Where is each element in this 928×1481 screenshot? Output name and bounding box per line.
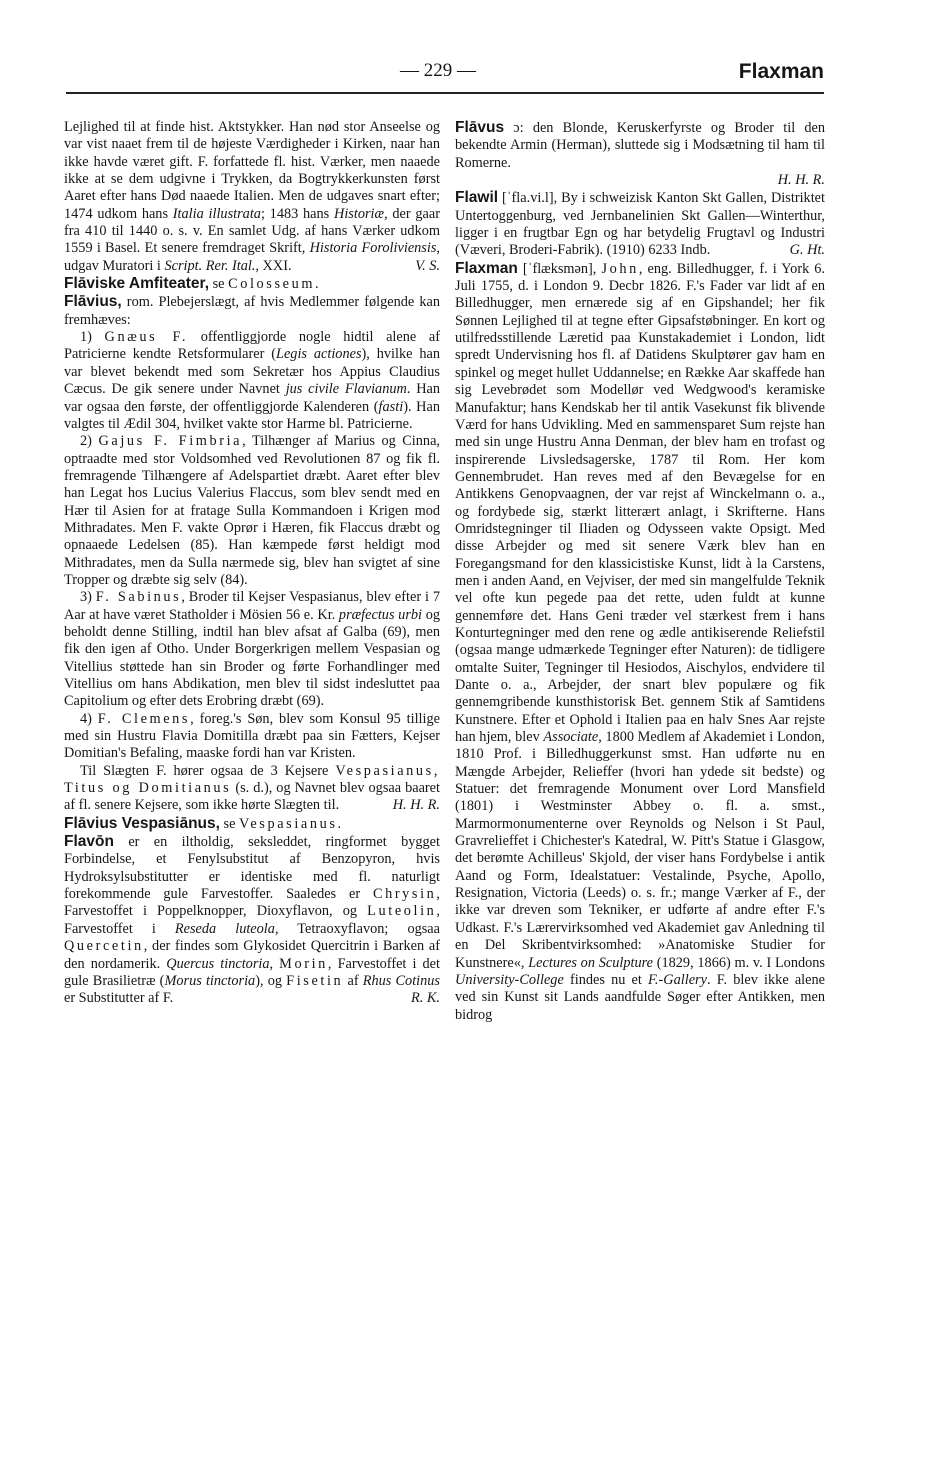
headword: Flāviske Amfiteater, — [64, 275, 210, 293]
subentry-5: Til Slægten F. hører ogsaa de 3 Kejsere Vespasianus, Titus og Domitianus (s. d.), og Navnet blev ogsaa baaret af fl. senere Kejsere, som ikke hørte Slægten til. H. H. R. — [64, 762, 440, 814]
headword: Flaxman — [455, 259, 518, 277]
left-column — [64, 119, 440, 1008]
subentry-3: 3) F. Sabinus, Broder til Kejser Vespasianus, blev efter i 7 Aar at have været Statholder i Mösien 56 e. Kr. præfectus urbi og beholdt denne Stilling, indtil han blev afsat af Galba (69), men fik den igen af Otho. Under Borgerkrigen mellem Vespasian og Vitellius støttede han sin Broder og førte Forhandlinger med Vitellius om hans Abdikation, men blev til sidst indesluttet paa Capitolium og efter dets Erobring dræbt (69). — [64, 589, 441, 710]
page-number: — 229 — — [400, 60, 476, 81]
author-signature: R. K. — [411, 990, 440, 1007]
entry-flawil: Flawil [ˈfla.vi.l], By i schweizisk Kanton Skt Gallen, Distriktet Untertoggenburg, ved Jernbanelinien Skt Gallen—Winterthur, ligger i en frugtbar Egn og har betydelig Frugtavl og Industri (Væveri, Broderi-Fabrik). (1910) 6233 Indb. G. Ht. — [455, 189, 825, 259]
header-rule — [66, 92, 824, 94]
headword: Flawil — [455, 189, 499, 207]
entry-flavius: Flāvius, rom. Plebejerslægt, af hvis Medlemmer følgende kan fremhæves: — [64, 293, 440, 328]
subentry-1: 1) Gnæus F. offentliggjorde nogle hidtil alene af Patricierne kendte Retsformularer (Legis actiones), hvilke han var blevet bekendt med som Sekretær hos Appius Claudius Cæcus. De gik senere under Navnet jus civile Flavianum. Han var ogsaa den første, der offentliggjorde Kalenderen (fasti). Han valgtes til Ædil 304, hvilket vakte stor Harme bl. Patricierne. — [64, 329, 441, 432]
headword: Flāvius, — [64, 293, 122, 311]
entry-continuation: Lejlighed til at finde hist. Aktstykker. Han nød stor Anseelse og var vist naaet frem til de højeste Værdigheder i Kirken, naar han ikke havde været gift. F. forfattede fl. hist. Værker, men naaede ikke at se dem udgivne i Trykken, da Bogtrykkerkunsten først Aaret efter hans Død naaede Italien. Men de udgaves snart efter; 1474 udkom hans Italia illustrata; 1483 hans Historiæ, der gaar fra 410 til 1440 o. s. v. En samlet Udg. af hans Værker udkom 1559 i Basel. Et senere fremdraget Skrift, Historia Foroliviensis, udgav Muratori i Script. Rer. Ital., XXI. V. S. — [64, 119, 440, 274]
author-signature: G. Ht. — [789, 242, 825, 259]
entry-flavius-vespasianus: Flāvius Vespasiānus, se Vespasianus. — [64, 814, 342, 832]
entry-flaxman: Flaxman [ˈflæksmən], John, eng. Billedhugger, f. i York 6. Juli 1755, d. i London 9. Decbr 1826. F.'s Fader var lidt af en Billedhugger, men ernærede sig af en Gipshandel; her fik Sønnen Lejlighed til at tegne efter Gipsafstøbninger. En kort og utilfredsstillende Læretid paa Kunstakademiet i London, lidt spredt Undervisning hos fl. af Datidens Skulptører gav ham en spinkel og meget hullet Uddannelse; en Række Aar skaffede han sig Levebrødet som Modellør ved Wedgwood's keramiske Manufaktur; hans Kendskab her til antik Vasekunst fik blivende Værd for hans Udvikling. Med en sammensparet Sum rejste han med sin unge Hustru Anna Denman, der blev ham en trofast og inspirerende Livsledsagerske, 1787 til Rom. Her kom Gennembrudet. Han reves med af den Bevægelse for en Antikkens Genopvaagnen, der var rejst af Winckelmann o. a., og fordybede sig, stærkt litterært anlagt, i Skrifterne. Hans Omridstegninger til Iliaden og Odysseen vakte Opsigt. Med disse Arbejder og med sit senere Værk blev han en Foregangsmand for den klassicistiske Kunst, lidt à la Carstens, men i anden Aand, en Vejviser, der med sin mangelfulde Teknik vel ofte kun pegede paa det rette, uden fuldt at kunne gennemføre det. Hans Geni træder vel stærkest frem i hans Konturtegninger med den rene og ædle antikiserende Reliefstil (ogsaa mange udmærkede Tegninger efter Naturen): de tidligere omtalte Suiter, Tegninger til Hesiodos, Aischylos, endvidere til Dante o. a., Arbejder, der snart blev populære og fik gennemgribende kunsthistorisk Bet. gennem Stik af Samtidens Kunstnere. Efter et Ophold i Italien paa en halv Snes Aar rejste han hjem, blev Associate, 1800 Medlem af Akademiet i London, 1810 Prof. i Billedhuggerkunst smst. Han udførte nu en Mængde Arbejder, Relieffer (hvori han ydede sit bedste) og Statuer: det fremragende Monument over Lord Mansfield (1801) i Westminster Abbey o. fl. a. smst., Marmormonumenterne over Reynolds og Nelson i St Paul, Gravrelieffet i Chichester's Katedral, W. Pitt's Statue i Glasgow, det berømte Achilleus' Skjold, der viser hans Fordybelse i antik Aand og Form, Idealstatuer: Vestalinde, Psyche, Apollo, Resignation, Victoria (Leeds) o. s. fr.; mange Værker af F., der ikke var dreven som Tekniker, er udførte af andre efter F.'s Udkast. F.'s Lærervirksomhed ved Akademiet gav Anledning til en Del Skribentvirksomhed: »Anatomiske Studier for Kunstnere«, Lectures on Sculpture (1829, 1866) m. v. I Londons University-College findes nu et F.-Gallery. F. blev ikke alene ved sin Kunst sit Lands aandfulde Søger efter Antikken, men bidrog — [455, 259, 825, 1023]
page-header — [64, 60, 824, 90]
author-signature: V. S. — [415, 257, 440, 274]
author-signature: H. H. R. — [392, 797, 440, 814]
entry-flavus: Flāvus ɔ: den Blonde, Keruskerfyrste og Broder til den bekendte Armin (Herman), sluttede sig i Modsætning til ham til Romerne. — [455, 119, 825, 171]
entry-flaviske-amfiteater: Flāviske Amfiteater, se Colosseum. — [64, 275, 319, 293]
headword: Flavōn — [64, 833, 114, 851]
subentry-2: 2) Gajus F. Fimbria, Tilhænger af Marius og Cinna, optraadte med stor Voldsomhed ved Revolutionen 87 og fik fl. fremragende Tilhængere af Adelspartiet dræbt. Aaret efter blev han Legat hos Lucius Valerius Flaccus, som blev sendt med en Hær til Asien for at fratage Sulla Kommandoen i Krigen mod Mithradates. Men F. vakte Oprør i Hæren, fik Flaccus dræbt og opnaaede Ledelsen (85). Han kæmpede først heldigt mod Mithradates, men da Sulla nærmede sig, blev han svigtet af sine Tropper og dræbte sig selv (84). — [64, 433, 440, 588]
headword: Flāvus — [455, 119, 505, 136]
author-signature: H. H. R. — [777, 172, 825, 189]
entry-flavon: Flavōn er en iltholdig, seksleddet, ringformet bygget Forbindelse, et Fenylsubstitut af Benzopyron, hvis Hydroksylsubstitutter er identiske med fl. naturligt forekommende gule Farvestoffer. Saaledes er Chrysin, Farvestoffet i Poppelknopper, Dioxyflavon, og Luteolin, Farvestoffet i Reseda luteola, Tetraoxyflavon; ogsaa Quercetin, der findes som Glykosidet Quercitrin i Barken af den nordamerik. Quercus tinctoria, Morin, Farvestoffet i det gule Brasilietræ (Morus tinctoria), og Fisetin af Rhus Cotinus er Substitutter af F. R. K. — [64, 833, 440, 1007]
cross-reference: Vespasianus — [239, 815, 338, 832]
headword: Flāvius Vespasiānus, — [64, 814, 220, 832]
right-column — [455, 119, 825, 1024]
cross-reference: Colosseum — [228, 276, 316, 293]
subentry-4: 4) F. Clemens, foreg.'s Søn, blev som Konsul 95 tillige med sin Hustru Flavia Domitilla dræbt paa sin Fætters, Kejser Domitian's Befaling, maaske fordi han var Kristen. — [64, 710, 440, 762]
running-head: Flaxman — [738, 60, 824, 83]
